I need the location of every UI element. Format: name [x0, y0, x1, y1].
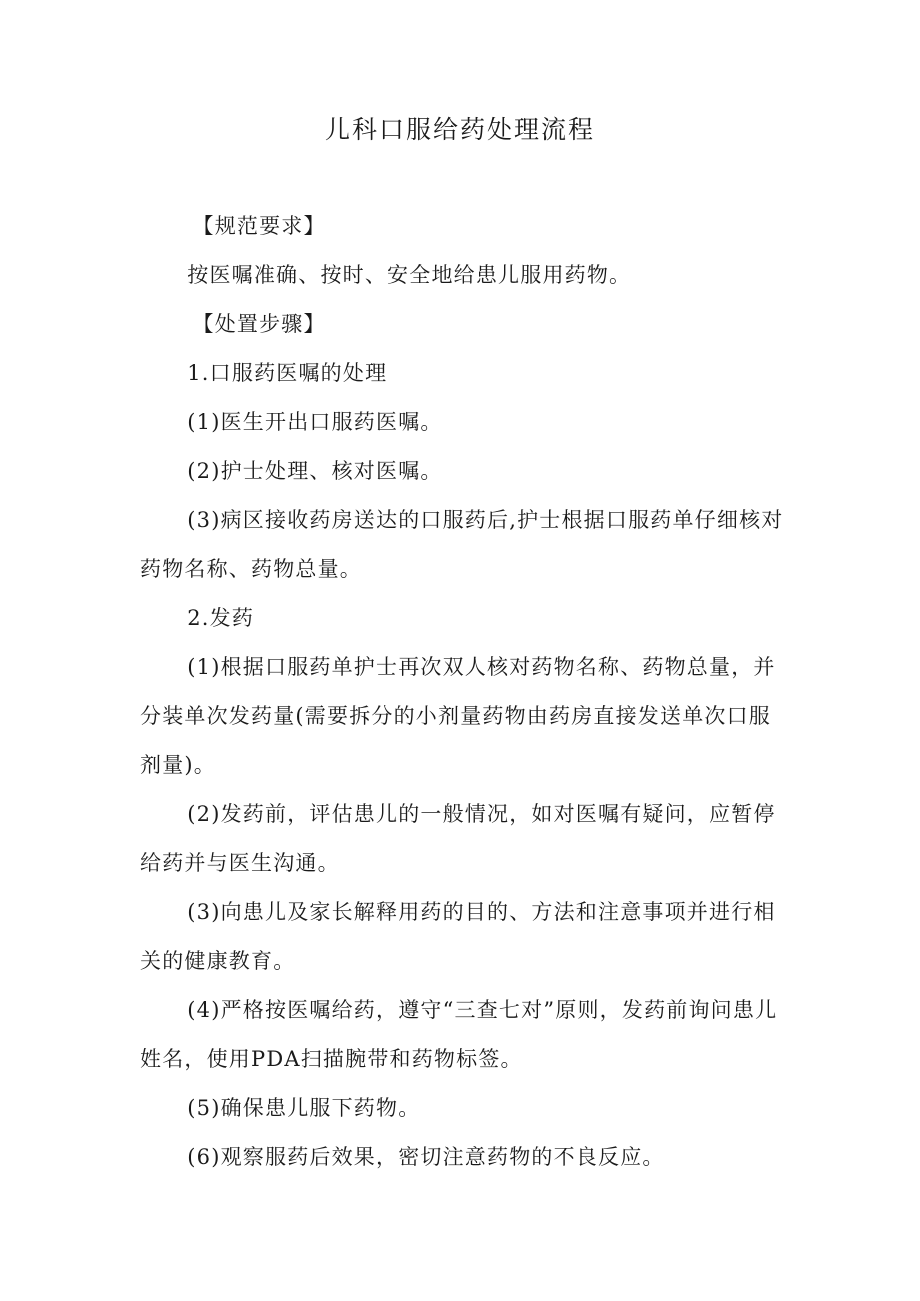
sub-step: (6)观察服药后效果，密切注意药物的不良反应。 [187, 1145, 665, 1169]
step-heading: 2.发药 [187, 606, 255, 630]
sub-step: (3)向患儿及家长解释用药的目的、方法和注意事项并进行相关的健康教育。 [140, 900, 776, 973]
sub-step: (3)病区接收药房送达的口服药后,护士根据口服药单仔细核对药物名称、药物总量。 [140, 508, 784, 581]
sub-step: (2)发药前，评估患儿的一般情况，如对医嘱有疑问，应暂停给药并与医生沟通。 [140, 802, 776, 875]
sub-step: (2)护士处理、核对医嘱。 [187, 459, 443, 483]
sub-step: (1)根据口服药单护士再次双人核对药物名称、药物总量，并分装单次发药量(需要拆分的小剂量药物由药房直接发送单次口服剂量)。 [140, 655, 776, 777]
document-title: 儿科口服给药处理流程 [324, 115, 595, 144]
section-heading-steps: 【处置步骤】 [192, 312, 326, 336]
section-heading-requirements: 【规范要求】 [192, 214, 326, 238]
step-heading: 1.口服药医嘱的处理 [187, 361, 388, 385]
paragraph: 按医嘱准确、按时、安全地给患儿服用药物。 [187, 263, 632, 287]
sub-step: (5)确保患儿服下药物。 [187, 1096, 421, 1120]
document-body [140, 202, 790, 1182]
sub-step: (1)医生开出口服药医嘱。 [187, 410, 443, 434]
sub-step: (4)严格按医嘱给药，遵守“三查七对”原则，发药前询问患儿姓名，使用PDA扫描腕带和药物标签。 [140, 998, 778, 1071]
